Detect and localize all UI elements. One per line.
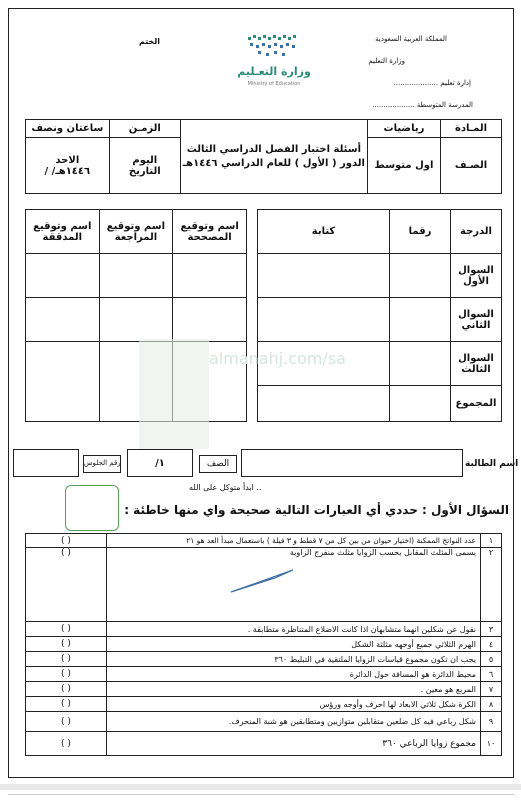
item-number: ٤ (481, 637, 502, 652)
header-country: المملكة العربية السعودية (375, 35, 447, 43)
header-ministry: وزارة التعليم (368, 57, 405, 65)
sig-cell[interactable] (26, 342, 100, 422)
item-number: ٦ (481, 667, 502, 682)
student-name-label: اسم الطالبة (465, 459, 519, 469)
date-value: / /١٤٤٦هـ (44, 165, 91, 177)
table-row (26, 637, 502, 652)
header-admin: إدارة تعليم .................... (393, 79, 471, 87)
item-text: نقول عن شكلين انهما متشابهان اذا كانت الاضلاع المتناظرة متطابقة . (107, 622, 481, 637)
student-class-label: الصف (206, 459, 230, 469)
grades-q3-number[interactable] (390, 342, 451, 386)
day-label: اليوم (132, 154, 158, 166)
student-class-value: /١ (155, 458, 165, 469)
table-row (26, 534, 502, 548)
table-row (26, 697, 502, 712)
item-text: مجموع زوايا الرباعي ٣٦٠ (107, 732, 481, 756)
obtuse-triangle-icon (227, 566, 297, 596)
table-row (26, 712, 502, 732)
answer-slot[interactable]: ( ) (26, 637, 107, 652)
header-school: المدرسة المتوسطة ................... (372, 101, 473, 109)
item-text: يجب ان تكون مجموع قياسات الزوايا الملتقية في التبليط ٣٦٠ (107, 652, 481, 667)
sig-cell[interactable] (26, 254, 100, 298)
item-number: ٧ (481, 682, 502, 697)
day-date-label (109, 138, 180, 194)
signatures-table (25, 209, 247, 422)
grades-q2-writing[interactable] (258, 298, 390, 342)
student-class-box[interactable] (127, 449, 193, 477)
exam-title-line2: الدور ( الأول ) للعام الدراسي ١٤٤٦هـ (182, 158, 365, 169)
grades-row-q1: السوال الأول (451, 254, 502, 298)
answer-slot[interactable]: ( ) (26, 548, 107, 622)
grades-q1-writing[interactable] (258, 254, 390, 298)
sig-cell[interactable] (99, 254, 173, 298)
item-number: ٥ (481, 652, 502, 667)
sig-cell[interactable] (173, 254, 247, 298)
item-number: ١ (481, 534, 502, 548)
questions-table (25, 533, 502, 756)
item-text: المربع هو معين . (107, 682, 481, 697)
date-label: التاريخ (128, 165, 161, 177)
seal-label: الختم (139, 37, 161, 46)
item-number: ٨ (481, 697, 502, 712)
grades-total-number[interactable] (390, 386, 451, 422)
table-row (26, 667, 502, 682)
item-number: ١٠ (481, 732, 502, 756)
day-date-value (26, 138, 110, 194)
ministry-logo-text: وزارة التعـليم (237, 65, 311, 78)
watermark-logo-icon (139, 339, 209, 449)
answer-slot[interactable]: ( ) (26, 712, 107, 732)
item-number: ٢ (481, 548, 502, 622)
answer-slot[interactable]: ( ) (26, 697, 107, 712)
watermark-text: almanahj.com/sa (209, 349, 346, 368)
exam-title-cell (180, 120, 367, 194)
score-box[interactable] (65, 485, 119, 531)
sig-header-auditor: اسم وتوقيع المدققة (26, 210, 100, 254)
sig-cell[interactable] (173, 298, 247, 342)
exam-title-line1: أسئلة اختبار الفصل الدراسي الثالث (186, 144, 362, 155)
sig-cell[interactable] (26, 298, 100, 342)
grades-table (257, 209, 502, 422)
item-number: ٣ (481, 622, 502, 637)
grades-header-grade: الدرجة (451, 210, 502, 254)
item-text: الهرم الثلاثي جميع أوجهه مثلثة الشكل (107, 637, 481, 652)
seat-number-input[interactable] (13, 449, 79, 477)
class-label-box (199, 455, 237, 473)
grades-total-writing[interactable] (258, 386, 390, 422)
subject-value: رياضيات (367, 120, 440, 138)
time-value: ساعتان ونصف (26, 120, 110, 138)
item-text: عدد النواتج الممكنة (اختيار حيوان من بين كل من ٧ قطط و ٣ فيلة ) باستعمال مبدأ العد هو ٢١ (107, 534, 481, 548)
grades-header-writing: كتابة (258, 210, 390, 254)
time-label: الزمـن (109, 120, 180, 138)
sig-header-corrector: اسم وتوقيع المصححة (173, 210, 247, 254)
ministry-logo-subtext: Ministry of Education (247, 81, 301, 87)
answer-slot[interactable]: ( ) (26, 682, 107, 697)
table-row (26, 682, 502, 697)
grades-row-q3: السوال الثالث (451, 342, 502, 386)
table-row (26, 732, 502, 756)
answer-slot[interactable]: ( ) (26, 667, 107, 682)
page-divider (0, 784, 521, 790)
grades-q2-number[interactable] (390, 298, 451, 342)
table-row (26, 652, 502, 667)
grades-header-number: رقما (390, 210, 451, 254)
ministry-logo-icon (244, 33, 304, 61)
item-text: محيط الدائرة هو المسافة حول الدائرة (107, 667, 481, 682)
sig-header-reviewer: اسم وتوقيع المراجعة (99, 210, 173, 254)
class-label: الصـف (441, 138, 502, 194)
day-value: الاحد (55, 154, 80, 166)
answer-slot[interactable]: ( ) (26, 652, 107, 667)
seat-label-box (83, 455, 121, 473)
answer-slot[interactable]: ( ) (26, 622, 107, 637)
start-text: .. ابدأ متوكل على الله (189, 483, 262, 492)
answer-slot[interactable]: ( ) (26, 732, 107, 756)
grades-q1-number[interactable] (390, 254, 451, 298)
student-name-input[interactable] (241, 449, 463, 477)
item-number: ٩ (481, 712, 502, 732)
item-text: الكرة شكل ثلاثي الابعاد لها احرف وأوجه ورؤس (107, 697, 481, 712)
item-text: شكل رباعي فيه كل ضلعين متقابلين متوازيين ومتطابقين هو شبة المنحرف. (107, 712, 481, 732)
sig-cell[interactable] (99, 298, 173, 342)
seat-label: رقم الجلوس (84, 459, 121, 467)
info-table (25, 119, 502, 194)
grades-row-q2: السوال الثاني (451, 298, 502, 342)
table-row (26, 548, 502, 622)
subject-label: المـادة (441, 120, 502, 138)
question1-title: السؤال الأول : حددي أي العبارات التالية صحيحة واي منها خاطئة : (124, 503, 509, 517)
exam-page (8, 8, 519, 778)
grades-row-total: المجموع (451, 386, 502, 422)
item-text-cell (107, 548, 481, 622)
item-text: يسمى المثلث المقابل بحسب الزوايا مثلث منفرج الزاوية (289, 548, 476, 557)
table-row (26, 622, 502, 637)
answer-slot[interactable]: ( ) (26, 534, 107, 548)
class-value: اول متوسط (367, 138, 440, 194)
